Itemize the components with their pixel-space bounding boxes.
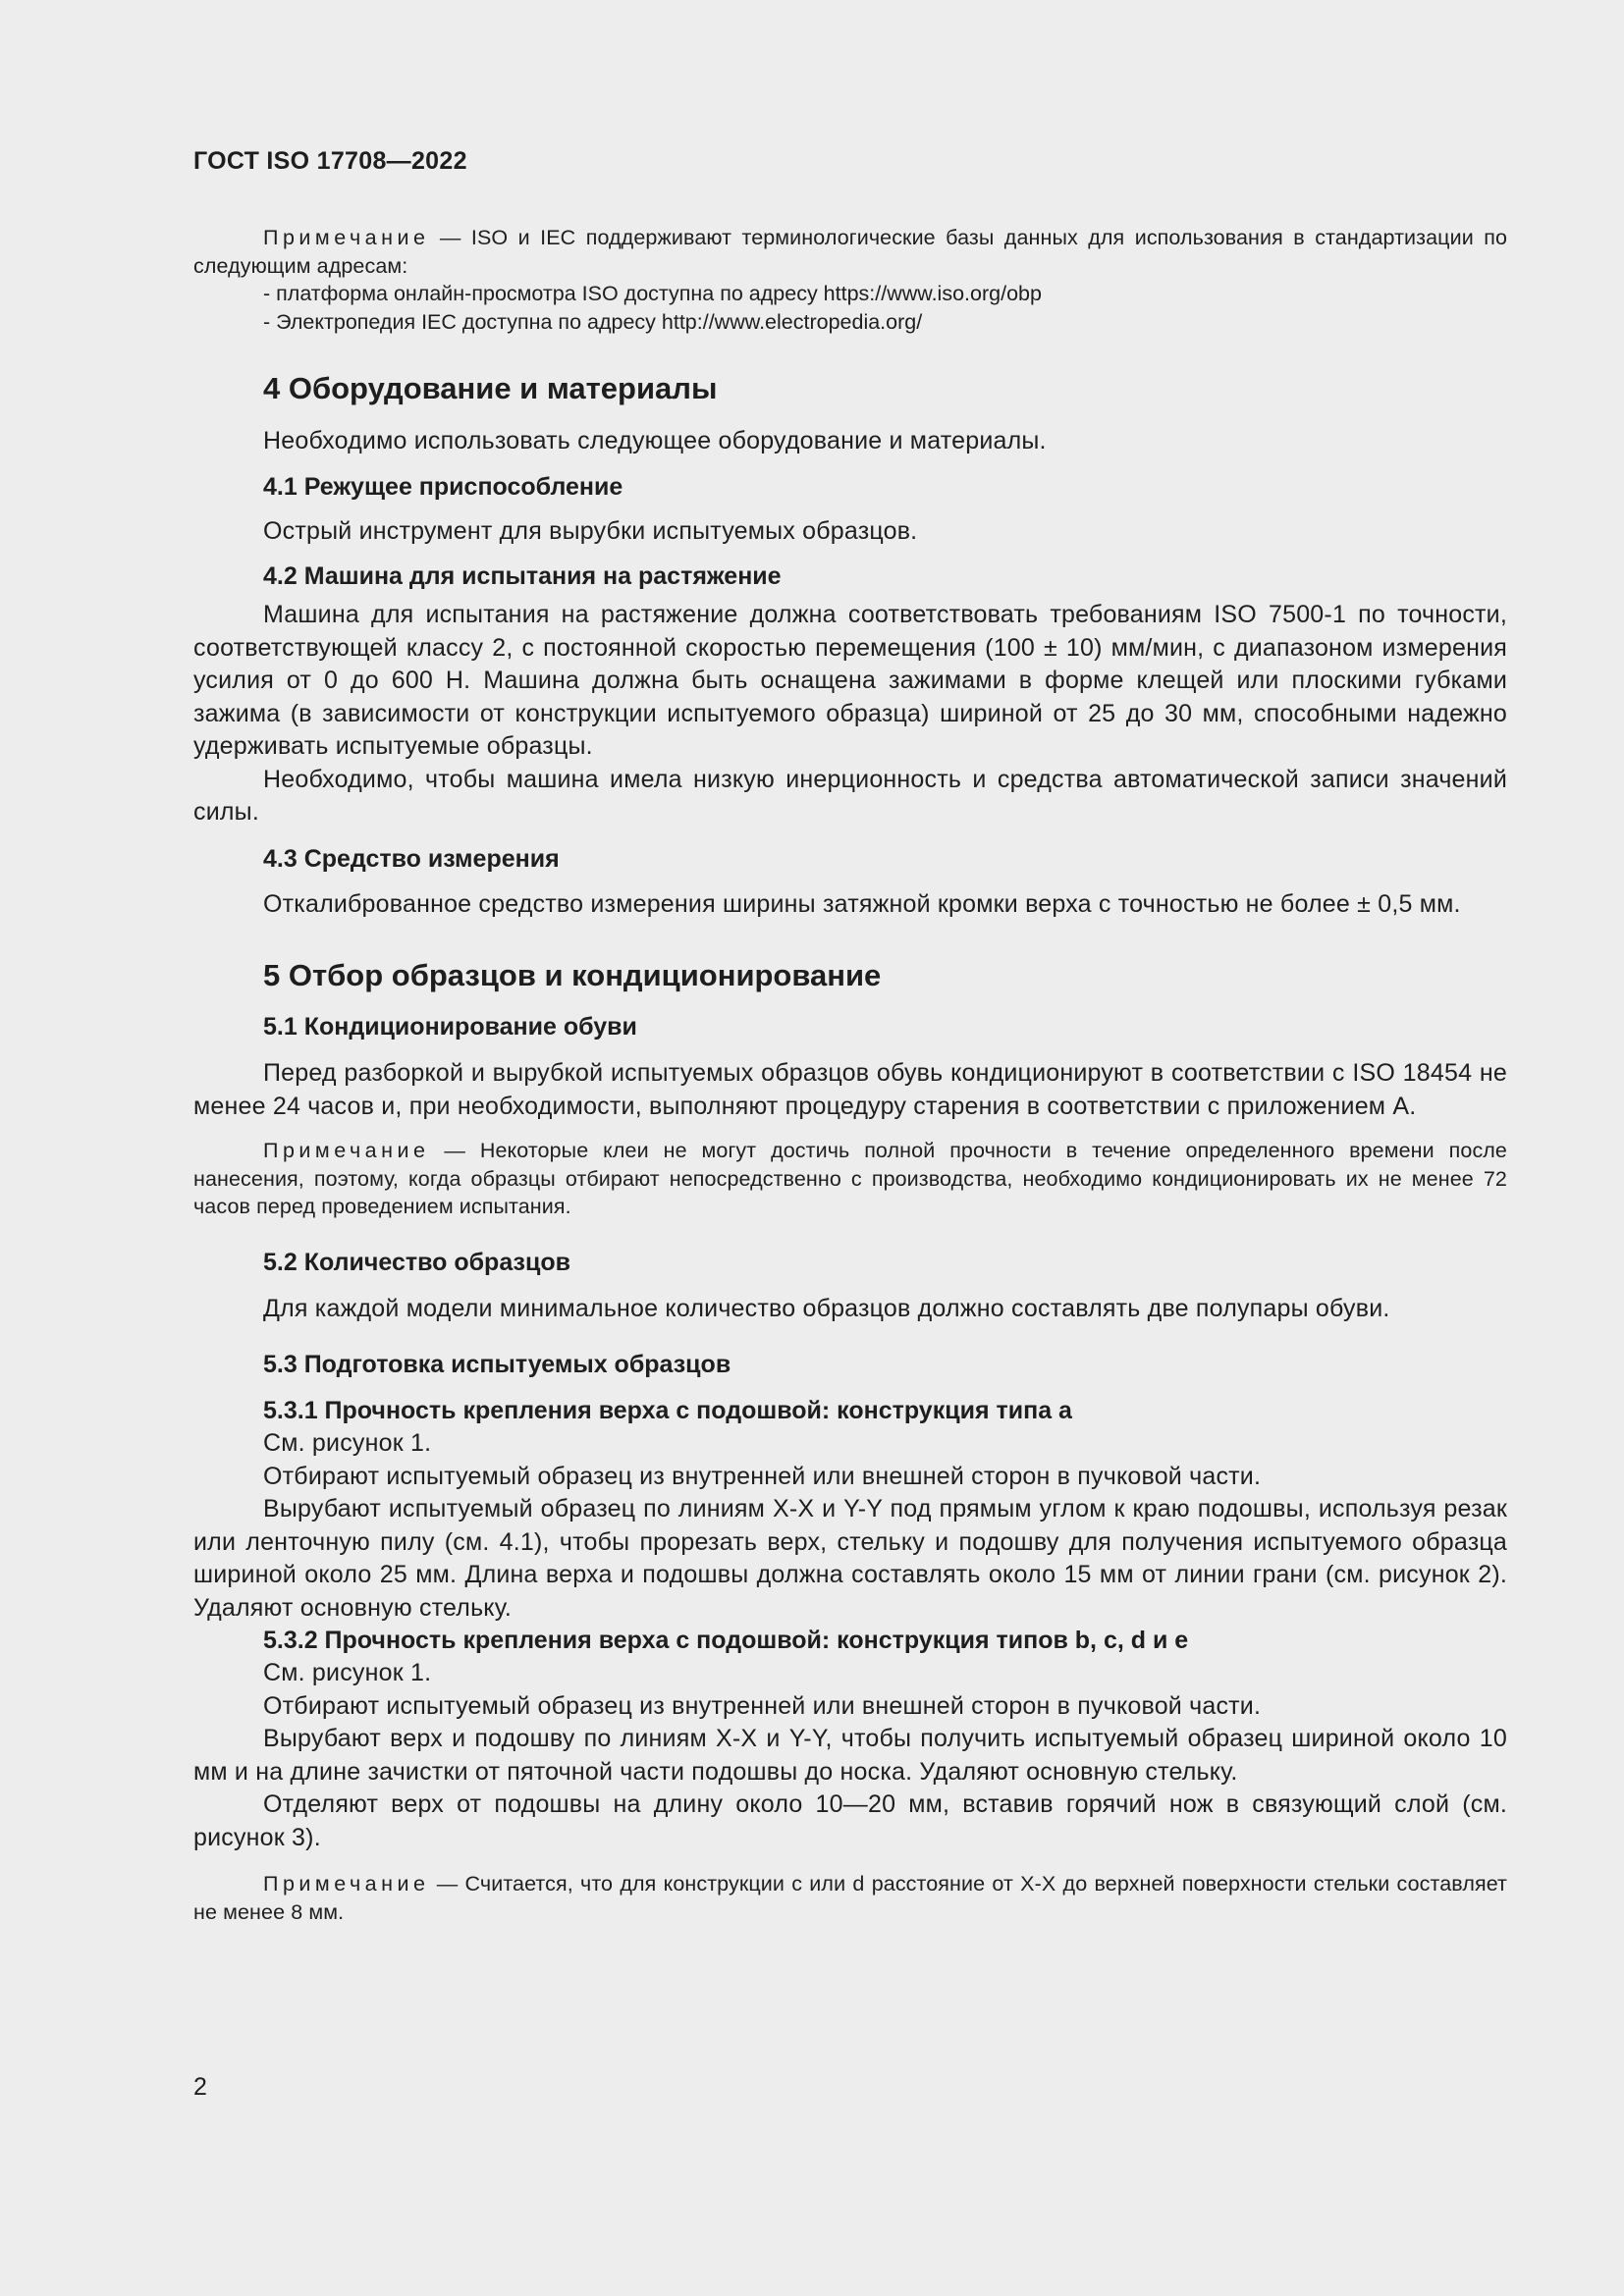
note-text: Считается, что для конструкции c или d расстояние от X-X до верхней поверхности стельки составляет не менее 8 мм. bbox=[193, 1872, 1508, 1924]
subsection-heading-5-3-1: 5.3.1 Прочность крепления верха с подошвой: конструкция типа a bbox=[263, 1397, 1072, 1424]
note-label: Примечание bbox=[263, 1139, 430, 1162]
subsection-5-3-2-line: Отбирают испытуемый образец из внутренней или внешней сторон в пучковой части. bbox=[263, 1691, 1262, 1720]
note-dash: — bbox=[429, 1872, 465, 1896]
construction-note bbox=[193, 1870, 1507, 1926]
note-dash: — bbox=[429, 1139, 480, 1162]
subsection-5-3-1-line: См. рисунок 1. bbox=[263, 1429, 432, 1457]
terminology-note bbox=[193, 224, 1507, 280]
section-heading-4: 4 Оборудование и материалы bbox=[263, 371, 718, 405]
subsection-4-2-paragraph: Необходимо, чтобы машина имела низкую инерционность и средства автоматической записи значений силы. bbox=[193, 765, 1507, 826]
note-label: Примечание bbox=[263, 226, 430, 249]
conditioning-note bbox=[193, 1137, 1507, 1221]
subsection-4-3-text: Откалиброванное средство измерения ширины затяжной кромки верха с точностью не более ± 0,5 мм. bbox=[263, 889, 1461, 918]
section-heading-5: 5 Отбор образцов и кондиционирование bbox=[263, 958, 882, 992]
subsection-4-2-paragraph: Машина для испытания на растяжение должна соответствовать требованиям ISO 7500-1 по точности, соответствующей классу 2, с постоянной скоростью перемещения (100 ± 10) мм/мин, с диапазоном измерения усилия от 0 до 600 Н. Машина должна быть оснащена зажимами в форме клещей или плоскими губками зажима (в зависимости от конструкции испытуемого образца) шириной от 25 до 30 мм, способными надежно удерживать испытуемые образцы. bbox=[193, 601, 1507, 760]
subsection-heading-5-3-2: 5.3.2 Прочность крепления верха с подошвой: конструкция типов b, c, d и e bbox=[263, 1627, 1189, 1654]
subsection-heading-4-3: 4.3 Средство измерения bbox=[263, 844, 560, 873]
note-text: ISO и IEC поддерживают терминологические базы данных для использования в стандартизации по следующим адресам: bbox=[193, 226, 1508, 278]
subsection-5-3-1-line: Вырубают испытуемый образец по линиям X-X и Y-Y под прямым углом к краю подошвы, используя резак или ленточную пилу (см. 4.1), чтобы прорезать верх, стельку и подошву для получения испытуемого образца шириной около 25 мм. Длина верха и подошвы должна составлять около 15 мм от линии грани (см. рисунок 2). Удаляют основную стельку. bbox=[193, 1495, 1507, 1622]
page-content bbox=[193, 224, 1507, 1926]
note-label: Примечание bbox=[263, 1872, 430, 1896]
note-list-item: - Электропедия IEC доступна по адресу http://www.electropedia.org/ bbox=[263, 309, 923, 334]
page-number: 2 bbox=[193, 2073, 207, 2101]
subsection-heading-4-2: 4.2 Машина для испытания на растяжение bbox=[263, 562, 782, 590]
subsection-5-2-text: Для каждой модели минимальное количество образцов должно составлять две полупары обуви. bbox=[263, 1294, 1390, 1322]
subsection-heading-5-1: 5.1 Кондиционирование обуви bbox=[263, 1013, 637, 1041]
subsection-5-3-2-line: Отделяют верх от подошвы на длину около 10—20 мм, вставив горячий нож в связующий слой (см. рисунок 3). bbox=[193, 1790, 1507, 1851]
section-4-intro: Необходимо использовать следующее оборудование и материалы. bbox=[263, 427, 1047, 454]
subsection-heading-5-2: 5.2 Количество образцов bbox=[263, 1248, 570, 1276]
note-list-item: - платформа онлайн-просмотра ISO доступна по адресу https://www.iso.org/obp bbox=[263, 282, 1042, 305]
subsection-5-1-text: Перед разборкой и вырубкой испытуемых образцов обувь кондиционируют в соответствии с ISO 18454 не менее 24 часов и, при необходимости, выполняют процедуру старения в соответствии с приложением А. bbox=[193, 1059, 1507, 1120]
subsection-5-3-1-line: Отбирают испытуемый образец из внутренней или внешней сторон в пучковой части. bbox=[263, 1462, 1262, 1490]
note-text: Некоторые клеи не могут достичь полной прочности в течение определенного времени после нанесения, поэтому, когда образцы отбирают непосредственно с производства, необходимо кондиционировать их не менее 72 часов перед проведением испытания. bbox=[193, 1139, 1507, 1218]
subsection-5-3-2-line: См. рисунок 1. bbox=[263, 1659, 432, 1686]
subsection-heading-5-3: 5.3 Подготовка испытуемых образцов bbox=[263, 1351, 731, 1378]
subsection-4-1-text: Острый инструмент для вырубки испытуемых образцов. bbox=[263, 516, 918, 545]
document-header: ГОСТ ISO 17708—2022 bbox=[193, 147, 467, 175]
subsection-heading-4-1: 4.1 Режущее приспособление bbox=[263, 472, 623, 501]
note-dash: — bbox=[429, 226, 471, 249]
subsection-5-3-2-line: Вырубают верх и подошву по линиям X-X и Y-Y, чтобы получить испытуемый образец шириной около 10 мм и на длине зачистки от пяточной части подошвы до носка. Удаляют основную стельку. bbox=[193, 1725, 1507, 1786]
